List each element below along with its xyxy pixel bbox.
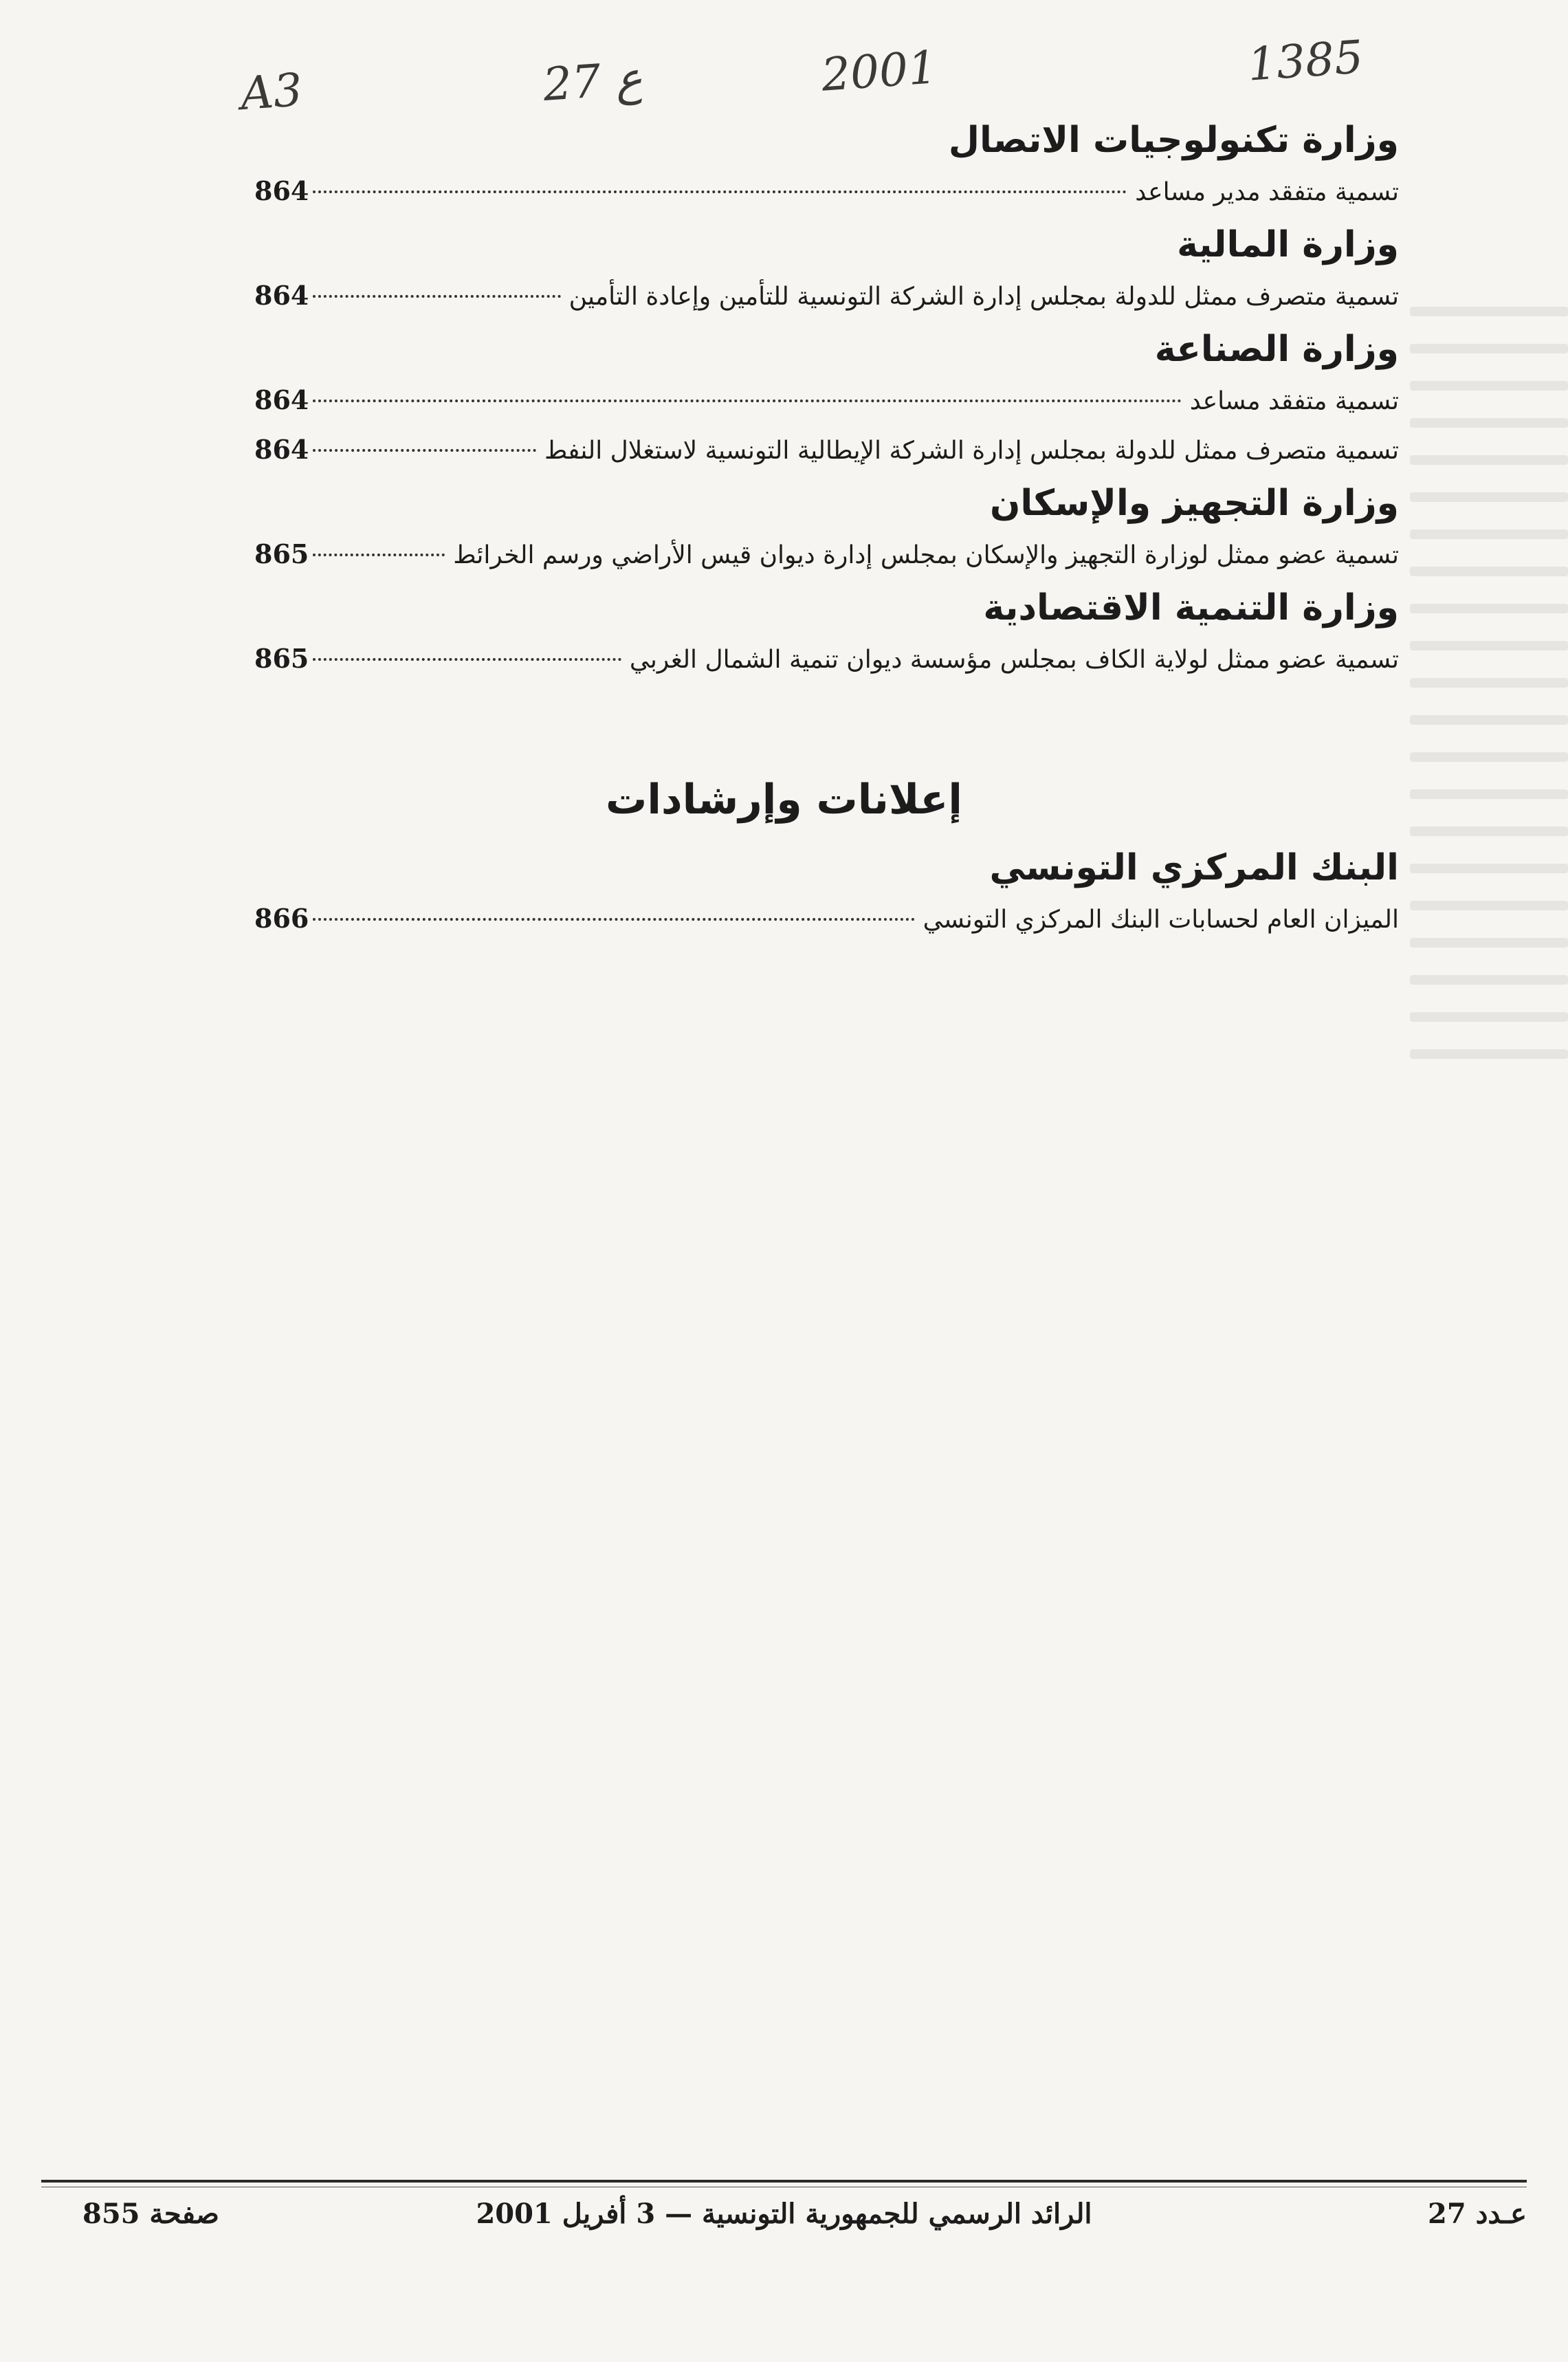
page-footer — [41, 2198, 1527, 2246]
handwritten-mark-year: 2001 — [819, 41, 939, 102]
entry-label: تسمية عضو ممثل لوزارة التجهيز والإسكان بمجلس إدارة ديوان قيس الأراضي ورسم الخرائط — [453, 541, 1399, 569]
section-heading: وزارة الصناعة — [1154, 329, 1399, 370]
handwritten-mark-issue: 27 ع — [541, 52, 644, 111]
leader-dots — [313, 295, 560, 298]
footer-rule — [41, 2180, 1527, 2183]
toc-entry — [254, 535, 1399, 575]
gazette-title-date: الرائد الرسمي للجمهورية التونسية — 3 أفريل 2001 — [476, 2198, 1092, 2230]
section-heading: وزارة المالية — [1177, 224, 1399, 265]
toc-section — [254, 326, 1399, 470]
entry-page: 864 — [254, 175, 309, 206]
leader-dots — [313, 918, 914, 921]
leader-dots — [313, 658, 621, 661]
toc-entry — [254, 381, 1399, 421]
entry-label: تسمية عضو ممثل لولاية الكاف بمجلس مؤسسة ديوان تنمية الشمال الغربي — [629, 646, 1399, 674]
leader-dots — [313, 554, 445, 556]
announcements-section — [254, 844, 1399, 949]
entry-label: تسمية متفقد مساعد — [1189, 387, 1399, 415]
entry-label: تسمية متصرف ممثل للدولة بمجلس إدارة الشركة الإيطالية التونسية لاستغلال النفط — [544, 437, 1399, 465]
section-heading: البنك المركزي التونسي — [989, 847, 1399, 888]
issue-number: عـدد 27 — [1428, 2198, 1527, 2230]
handwritten-mark-right: 1385 — [1246, 30, 1365, 91]
section-heading: وزارة تكنولوجيات الاتصال — [948, 120, 1399, 161]
page-number: صفحة 855 — [82, 2198, 219, 2230]
toc-section — [254, 584, 1399, 679]
handwritten-mark-left: A3 — [239, 63, 305, 121]
entry-label: الميزان العام لحسابات البنك المركزي التونسي — [923, 906, 1399, 934]
toc-section — [254, 480, 1399, 575]
entry-page: 864 — [254, 434, 309, 465]
toc-section — [254, 221, 1399, 316]
entry-page: 864 — [254, 384, 309, 415]
announcements-title: إعلانات وإرشادات — [606, 776, 962, 824]
leader-dots — [313, 190, 1127, 193]
entry-label: تسمية متفقد مدير مساعد — [1135, 178, 1399, 206]
entry-page: 866 — [254, 903, 309, 934]
entry-page: 865 — [254, 643, 309, 674]
toc-entry — [254, 172, 1399, 212]
toc-section — [254, 117, 1399, 212]
leader-dots — [313, 400, 1181, 402]
entry-page: 864 — [254, 280, 309, 311]
toc-entry — [254, 276, 1399, 316]
entry-label: تسمية متصرف ممثل للدولة بمجلس إدارة الشركة التونسية للتأمين وإعادة التأمين — [568, 283, 1399, 311]
leader-dots — [313, 449, 536, 452]
entry-page: 865 — [254, 538, 309, 569]
table-of-contents — [254, 117, 1399, 689]
section-heading: وزارة التنمية الاقتصادية — [983, 587, 1399, 628]
toc-entry — [254, 430, 1399, 470]
toc-entry — [254, 639, 1399, 679]
toc-entry — [254, 899, 1399, 939]
section-heading: وزارة التجهيز والإسكان — [989, 483, 1399, 524]
bleed-through-shadow — [1410, 289, 1568, 2145]
